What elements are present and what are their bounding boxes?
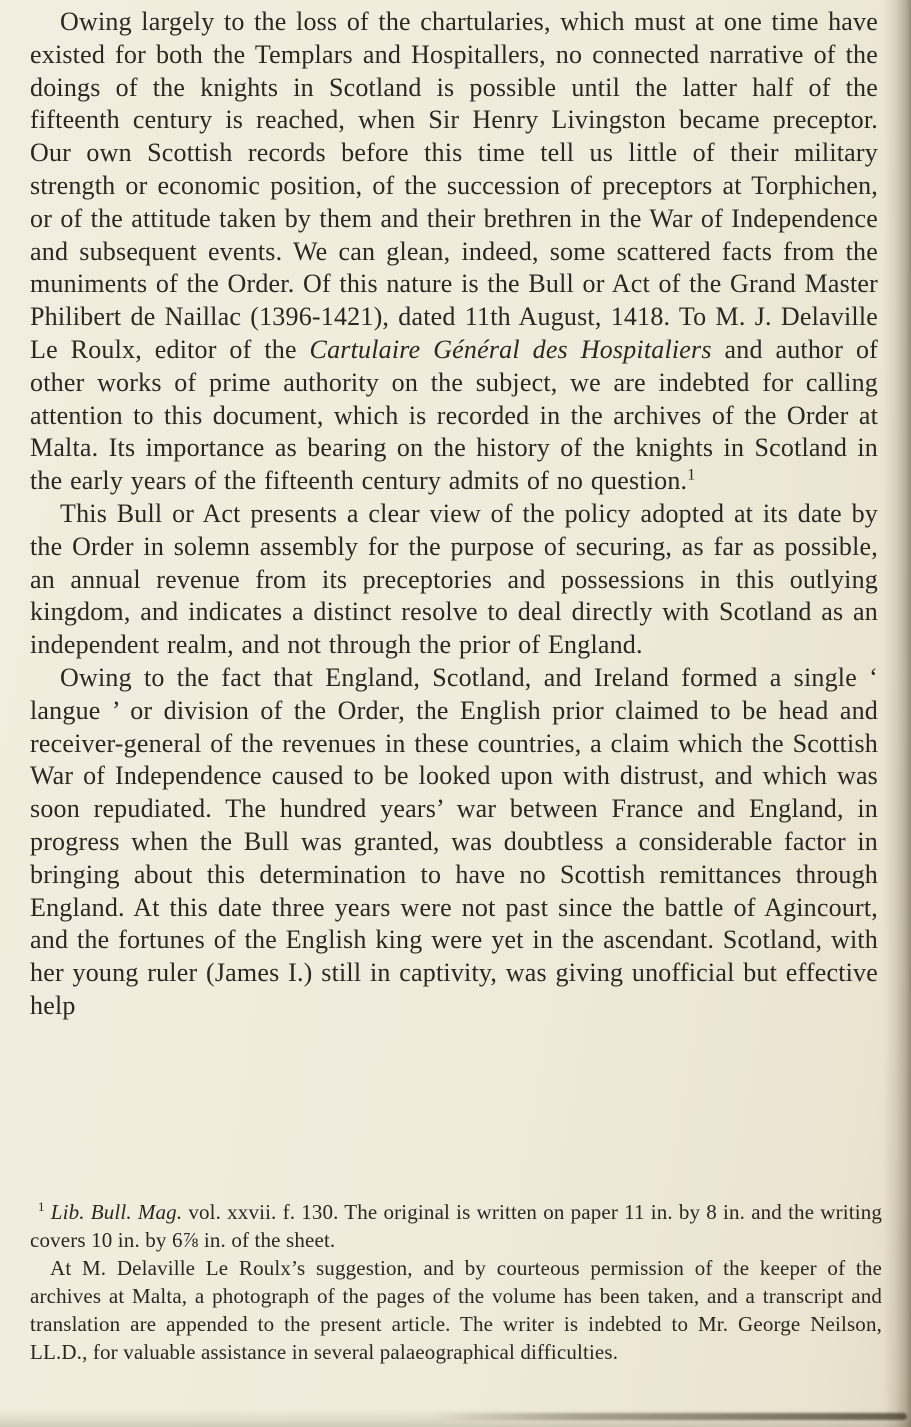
- text-run: This Bull or Act presents a clear view of the policy adopted at its date by the Order in solemn assembly for the purpose of securing, as far as possible, an annual revenue from its preceptories and possessions in this outlying kingdom, and indicates a distinct resolve to deal directly with Scotland as an independent realm, and not through the prior of England.: [30, 498, 878, 660]
- text-run: vol. xxvii. f. 130. The original is written on paper 11 in. by 8 in. and the writing covers 10 in. by 6⅞ in. of the sheet.: [30, 1200, 882, 1252]
- body-paragraph: [30, 662, 878, 1023]
- italic-text-run: Cartulaire Général des Hospitaliers: [309, 334, 712, 364]
- footnote-marker: 1: [38, 1199, 45, 1214]
- text-run: At M. Delaville Le Roulx’s suggestion, and by courteous permission of the keeper of the archives at Malta, a photograph of the pages of the volume has been taken, and a transcript and translation are appended to the present article. The writer is indebted to Mr. George Neilson, LL.D., for valuable assistance in several palaeographical difficulties.: [30, 1256, 882, 1364]
- italic-text-run: Lib. Bull. Mag.: [50, 1200, 183, 1224]
- main-text: [30, 6, 878, 1023]
- footnote-section: [30, 1198, 882, 1366]
- page-bottom-streak: [433, 1413, 907, 1420]
- text-run: and author of other works of prime authority on the subject, we are indebted for calling attention to this document, which is recorded in the archives of the Order at Malta. Its importance as bearing on the history of the knights in Scotland in the early years of the fifteenth century admits of no question.: [30, 334, 879, 496]
- page-edge-shadow: [883, 0, 911, 1427]
- footnote-paragraph: [30, 1254, 882, 1366]
- text-run: Owing largely to the loss of the chartularies, which must at one time have existed for both the Templars and Hospitallers, no connected narrative of the doings of the knights in Scotland is possible until the latter half of the fifteenth century is reached, when Sir Henry Livingston became preceptor. Our own Scottish records before this time tell us little of their military strength or economic position, of the succession of preceptors at Torphichen, or of the attitude taken by them and their brethren in the War of Independence and subsequent events. We can glean, indeed, some scattered facts from the muniments of the Order. Of this nature is the Bull or Act of the Grand Master Philibert de Naillac (1396-1421), dated 11th August, 1418. To M. J. Delaville Le Roulx, editor of the: [30, 7, 878, 364]
- body-paragraph: [30, 498, 878, 662]
- footnote-paragraph: [30, 1198, 882, 1254]
- page-bottom-shadow: [0, 1409, 911, 1427]
- text-run: Owing to the fact that England, Scotland, and Ireland formed a single ‘ langue ’ or division of the Order, the English prior claimed to be head and receiver-general of the revenues in these countries, a claim which the Scottish War of Independence caused to be looked upon with distrust, and which was soon repudiated. The hundred years’ war between France and England, in progress when the Bull was granted, was doubtless a considerable factor in bringing about this determination to have no Scottish remittances through England. At this date three years were not past since the battle of Agincourt, and the fortunes of the English king were yet in the ascendant. Scotland, with her young ruler (James I.) still in captivity, was giving unofficial but effective help: [30, 662, 878, 1020]
- footnote-marker: 1: [687, 466, 696, 484]
- body-paragraph: [30, 6, 878, 498]
